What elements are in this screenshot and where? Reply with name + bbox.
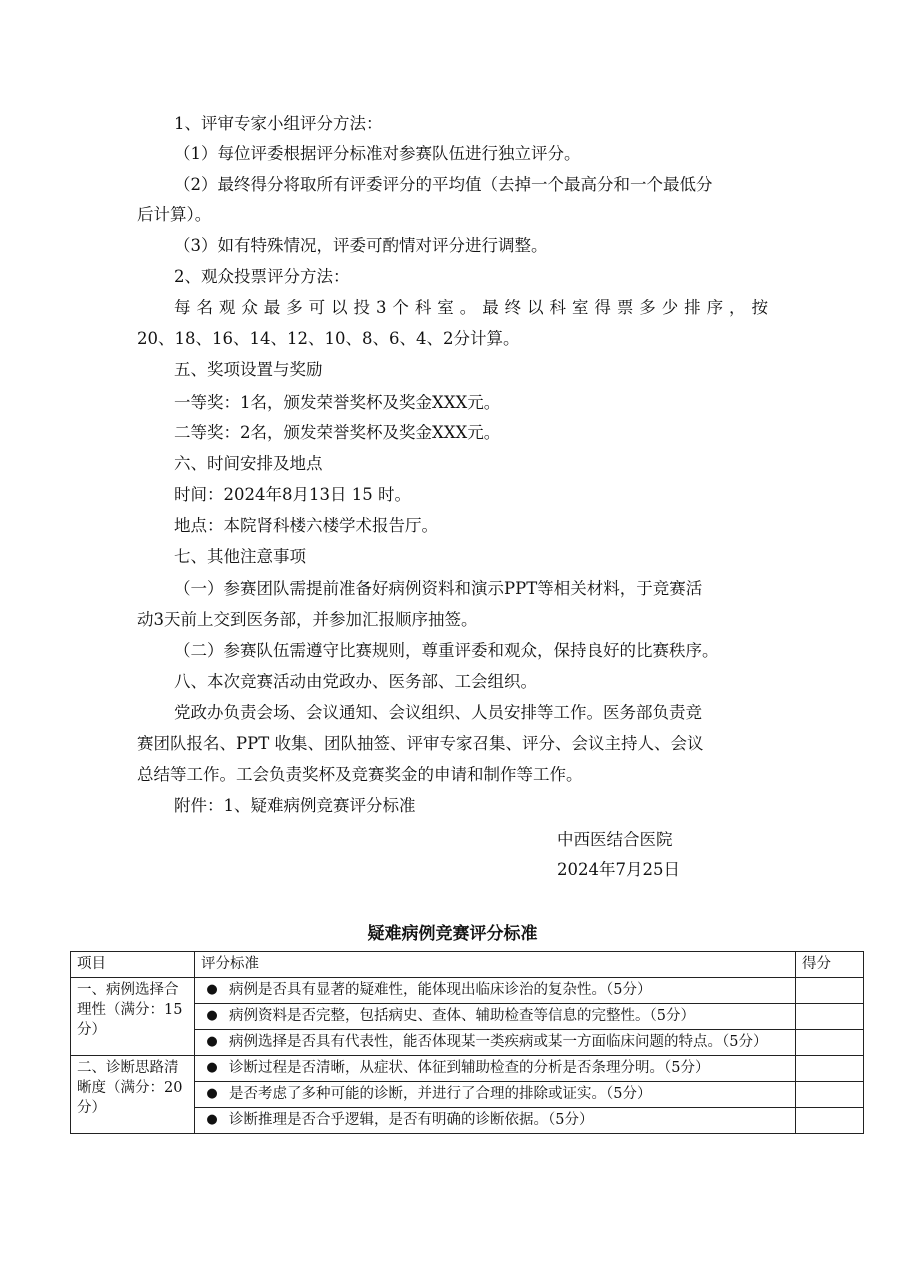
expert-rule-3: （3）如有特殊情况，评委可酌情对评分进行调整。 <box>174 236 548 255</box>
criterion-cell <box>195 978 796 1004</box>
bullet-icon: ● <box>206 1086 218 1101</box>
table-row <box>71 978 864 1004</box>
organizer-duties: 党政办负责会场、会议通知、会议组织、人员安排等工作。医务部负责竞 <box>174 703 702 722</box>
event-time: 时间：2024年8月13日 15 时。 <box>174 485 411 504</box>
score-cell <box>796 1082 864 1108</box>
score-cell <box>796 1056 864 1082</box>
note-2: （二）参赛队伍需遵守比赛规则，尊重评委和观众，保持良好的比赛秩序。 <box>174 641 719 660</box>
bullet-icon: ● <box>206 982 218 997</box>
table-row <box>71 1056 864 1082</box>
bullet-icon: ● <box>206 1034 218 1049</box>
expert-rule-1: （1）每位评委根据评分标准对参赛队伍进行独立评分。 <box>174 144 581 163</box>
score-cell <box>796 1030 864 1056</box>
expert-rule-2: （2）最终得分将取所有评委评分的平均值（去掉一个最高分和一个最低分 <box>174 175 713 194</box>
bullet-icon: ● <box>206 1008 218 1023</box>
criterion-cell <box>195 1056 796 1082</box>
signature-date: 2024年7月25日 <box>557 860 680 879</box>
score-cell <box>796 1108 864 1134</box>
score-cell <box>796 1004 864 1030</box>
criterion-text: 是否考虑了多种可能的诊断，并进行了合理的排除或证实。（5分） <box>229 1086 652 1102</box>
second-prize: 二等奖：2名，颁发荣誉奖杯及奖金XXX元。 <box>174 423 501 442</box>
heading-notes: 七、其他注意事项 <box>174 547 306 566</box>
bullet-icon: ● <box>206 1112 218 1127</box>
table-header-row <box>71 952 864 978</box>
criterion-cell <box>195 1082 796 1108</box>
criterion-text: 诊断推理是否合乎逻辑，是否有明确的诊断依据。（5分） <box>229 1112 594 1128</box>
criterion-text: 病例是否具有显著的疑难性，能体现出临床诊治的复杂性。（5分） <box>229 982 652 998</box>
heading-audience-voting: 2、观众投票评分方法： <box>174 267 350 286</box>
organizer-duties-cont-2: 总结等工作。工会负责奖杯及竞赛奖金的申请和制作等工作。 <box>137 765 583 784</box>
heading-organizers: 八、本次竞赛活动由党政办、医务部、工会组织。 <box>174 672 537 691</box>
heading-awards: 五、奖项设置与奖励 <box>174 360 323 379</box>
organizer-duties-cont-1: 赛团队报名、PPT 收集、团队抽签、评审专家召集、评分、会议主持人、会议 <box>137 734 704 753</box>
bullet-icon: ● <box>206 1060 218 1075</box>
criterion-text: 病例资料是否完整，包括病史、查体、辅助检查等信息的完整性。（5分） <box>229 1008 695 1024</box>
scoring-table <box>70 951 864 1134</box>
criterion-text: 诊断过程是否清晰，从症状、体征到辅助检查的分析是否条理分明。（5分） <box>229 1060 710 1076</box>
audience-rule: 每名观众最多可以投3个科室。最终以科室得票多少排序，按 <box>174 298 768 317</box>
note-1: （一）参赛团队需提前准备好病例资料和演示PPT等相关材料，于竞赛活 <box>174 579 703 598</box>
expert-rule-2-cont: 后计算）。 <box>137 205 212 224</box>
category-cell: 二、诊断思路清晰度（满分：20分） <box>71 1056 195 1134</box>
score-cell <box>796 978 864 1004</box>
criterion-cell <box>195 1004 796 1030</box>
header-item: 项目 <box>71 952 195 978</box>
criterion-text: 病例选择是否具有代表性，能否体现某一类疾病或某一方面临床问题的特点。（5分） <box>229 1034 768 1050</box>
table-title: 疑难病例竞赛评分标准 <box>367 924 538 944</box>
audience-rule-cont: 20、18、16、14、12、10、8、6、4、2分计算。 <box>137 329 520 348</box>
criterion-cell <box>195 1108 796 1134</box>
header-criteria: 评分标准 <box>195 952 796 978</box>
criterion-cell <box>195 1030 796 1056</box>
heading-expert-scoring: 1、评审专家小组评分方法： <box>174 114 383 133</box>
note-1-cont: 动3天前上交到医务部，并参加汇报顺序抽签。 <box>137 610 478 629</box>
header-score: 得分 <box>796 952 864 978</box>
first-prize: 一等奖：1名，颁发荣誉奖杯及奖金XXX元。 <box>174 393 501 412</box>
category-cell: 一、病例选择合理性（满分：15分） <box>71 978 195 1056</box>
attachment-note: 附件：1、疑难病例竞赛评分标准 <box>174 796 416 815</box>
signature-org: 中西医结合医院 <box>557 830 673 849</box>
event-location: 地点：本院肾科楼六楼学术报告厅。 <box>174 516 438 535</box>
heading-schedule: 六、时间安排及地点 <box>174 454 323 473</box>
